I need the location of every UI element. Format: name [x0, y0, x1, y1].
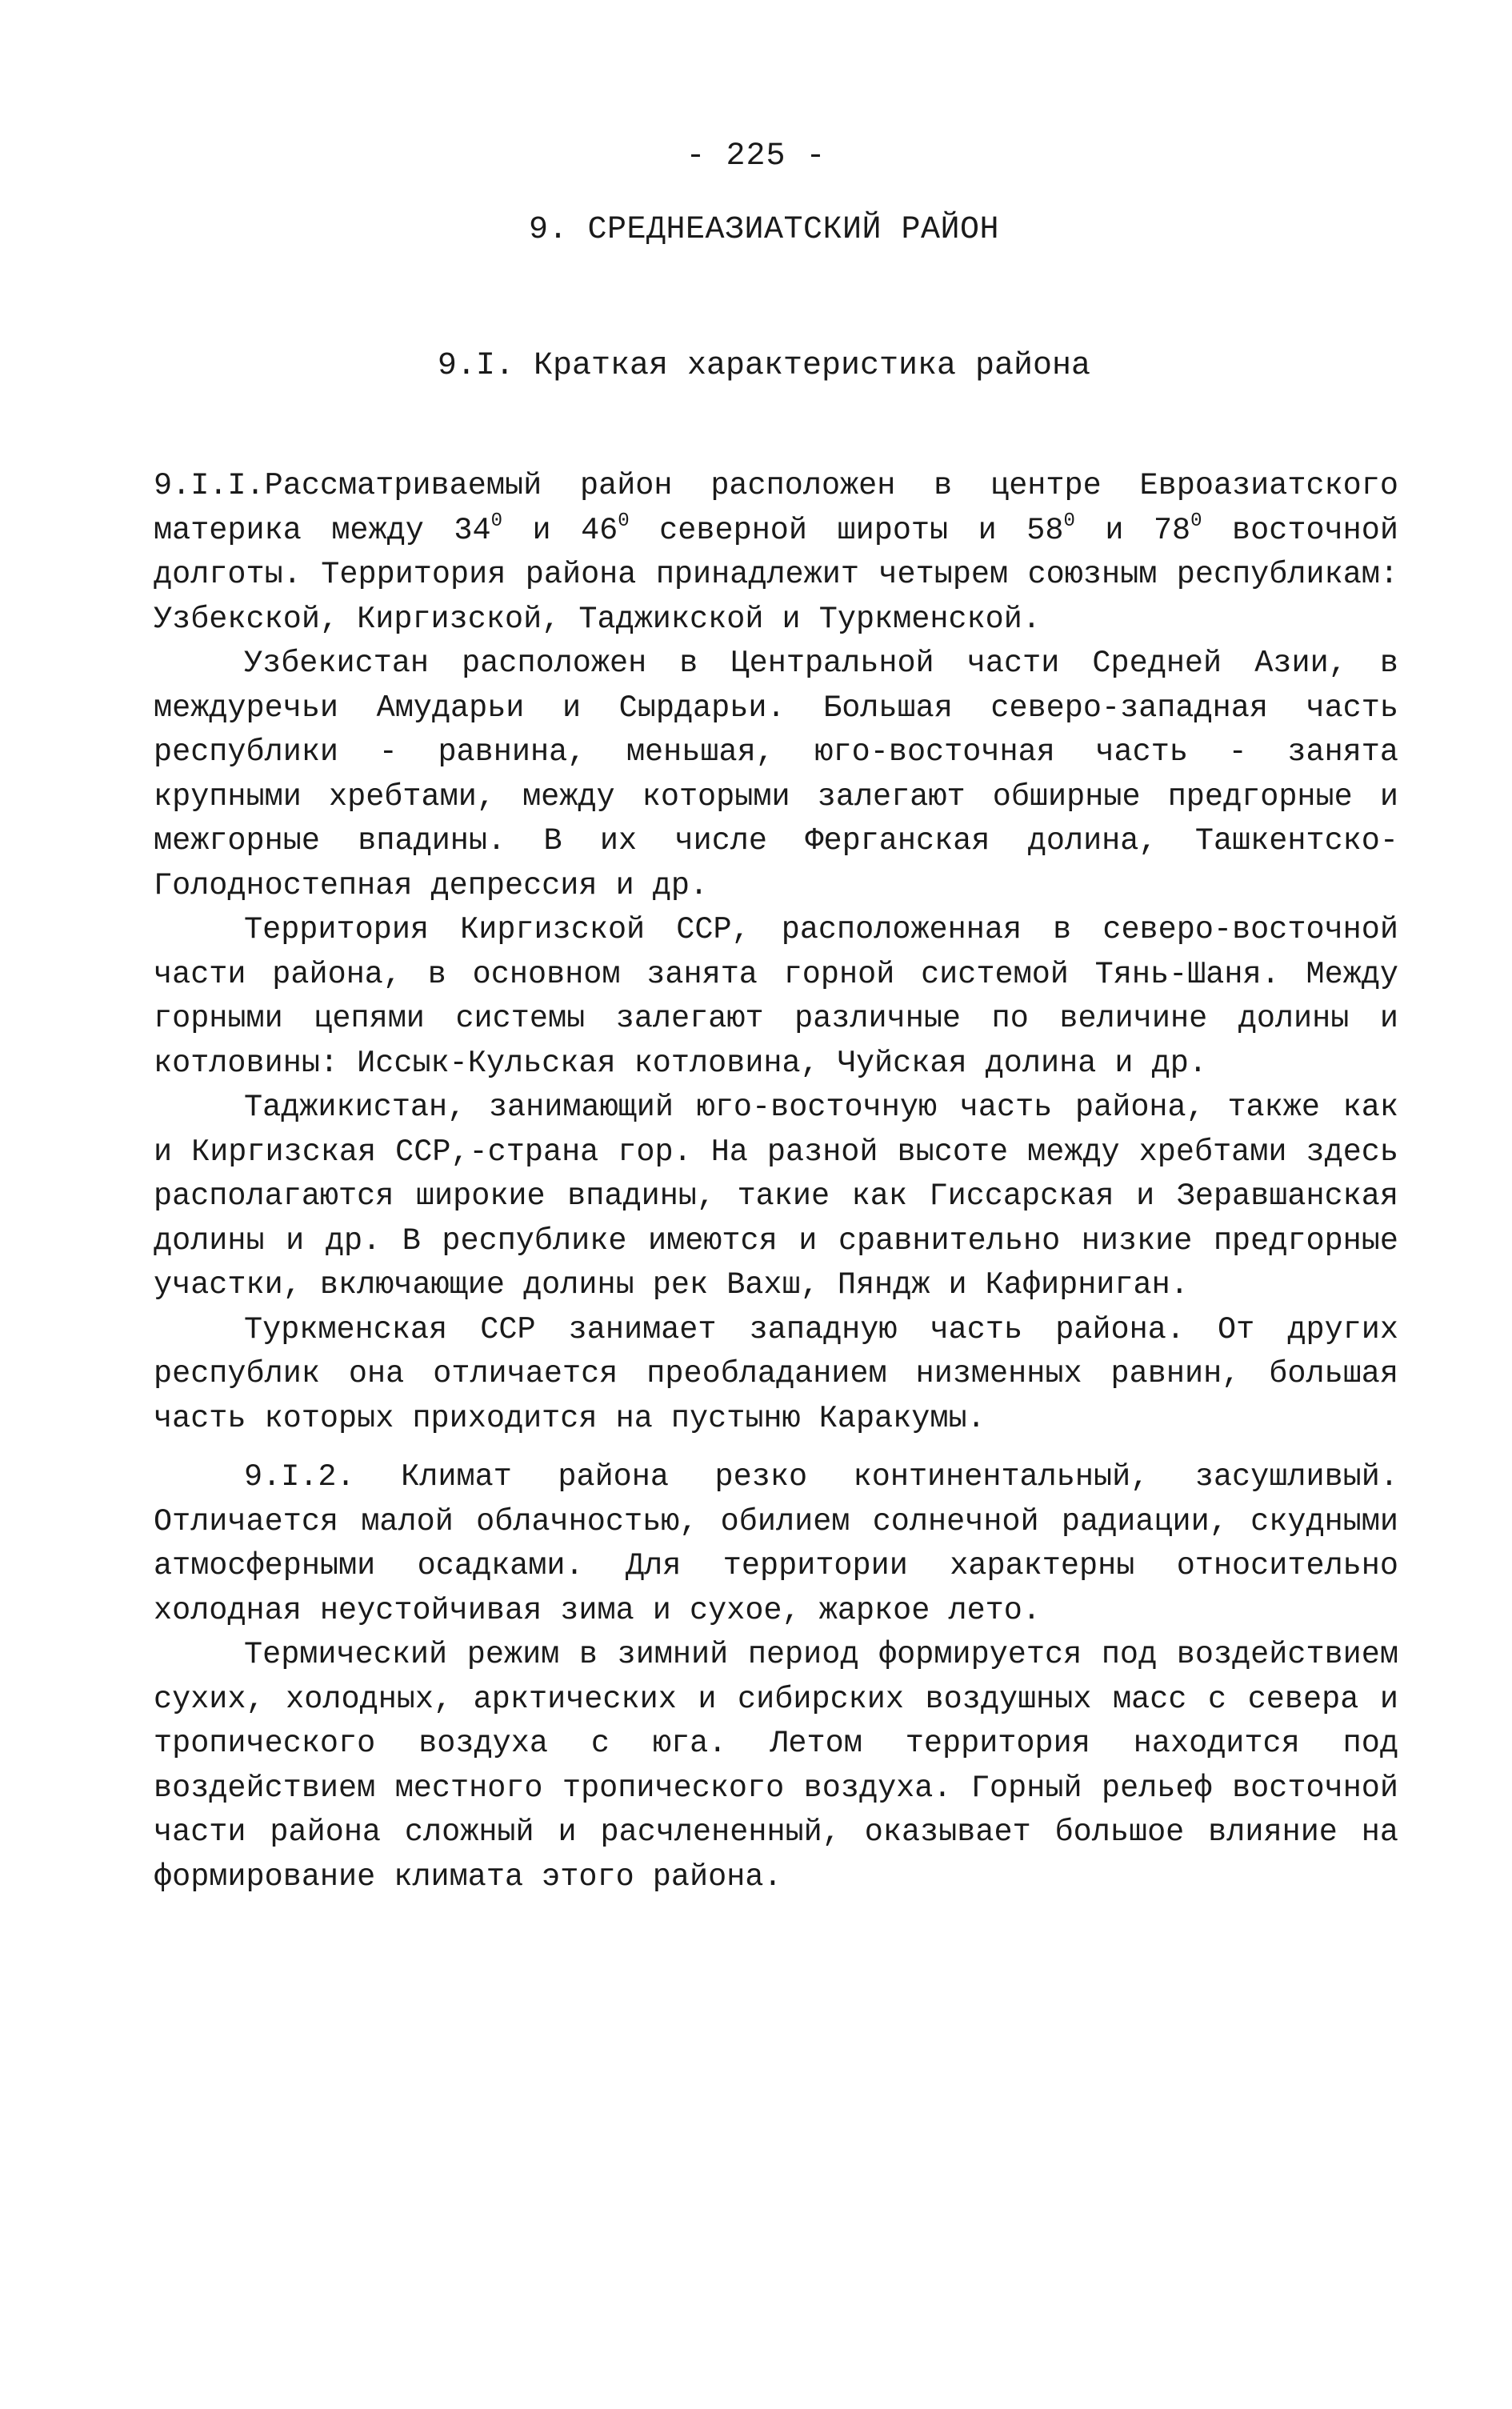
body-text: [154, 464, 1398, 1899]
paragraph-turkmenistan: Туркменская ССР занимает западную часть района. От других республик она отличается преобладанием низменных равнин, большая часть которых приходится на пустыню Каракумы.: [154, 1311, 1398, 1436]
paragraph-text: и 78: [1074, 512, 1191, 548]
paragraph-location: [154, 464, 1398, 642]
degree-superscript: 0: [1063, 510, 1075, 532]
degree-superscript: 0: [490, 510, 502, 532]
paragraph-climate: 9.I.2. Климат района резко континентальный, засушливый. Отличается малой облачностью, обилием солнечной радиации, скудными атмосферными осадками. Для территории характерны относительно холодная неустойчивая зима и сухое, жаркое лето.: [154, 1459, 1398, 1628]
paragraph-uzbekistan: Узбекистан расположен в Центральной части Средней Азии, в междуречьи Амударьи и Сырдарьи. Большая северо-западная часть республики - равнина, меньшая, юго-восточная часть - занята крупными хребтами, между которыми залегают обширные предгорные и межгорные впадины. В их числе Ферганская долина, Ташкентско-Голодностепная депрессия и др.: [154, 646, 1398, 903]
paragraph-text: 9.I.I.Рассматриваемый район расположен в центре Евроазиатского материка между 34: [154, 468, 1398, 548]
paragraph-text: северной широты и 58: [629, 512, 1064, 548]
chapter-title: 9. СРЕДНЕАЗИАТСКИЙ РАЙОН: [528, 212, 1000, 248]
paragraph-tajikistan: Таджикистан, занимающий юго-восточную часть района, также как и Киргизская ССР,-страна гор. На разной высоте между хребтами здесь располагаются широкие впадины, такие как Гиссарская и Зеравшанская долины и др. В республике имеются и сравнительно низкие предгорные участки, включающие долины рек Вахш, Пяндж и Кафирниган.: [154, 1090, 1398, 1303]
degree-superscript: 0: [618, 510, 630, 532]
page-number: - 225 -: [686, 138, 826, 174]
paragraph-text: восточной долготы. Территория района принадлежит четырем союзным республикам: Узбекской, Киргизской, Таджикской и Туркменской.: [154, 512, 1398, 637]
paragraph-kyrgyzstan: Территория Киргизской ССР, расположенная в северо-восточной части района, в основном занята горной системой Тянь-Шаня. Между горными цепями системы залегают различные по величине долины и котловины: Иссык-Кульская котловина, Чуйская долина и др.: [154, 912, 1398, 1081]
section-title: 9.I. Краткая характеристика района: [437, 348, 1091, 384]
degree-superscript: 0: [1190, 510, 1202, 532]
paragraph-thermal-regime: Термический режим в зимний период формируется под воздействием сухих, холодных, арктических и сибирских воздушных масс с севера и тропического воздуха с юга. Летом территория находится под воздействием местного тропического воздуха. Горный рельеф восточной части района сложный и расчлененный, оказывает большое влияние на формирование климата этого района.: [154, 1637, 1398, 1895]
paragraph-text: и 46: [502, 512, 618, 548]
